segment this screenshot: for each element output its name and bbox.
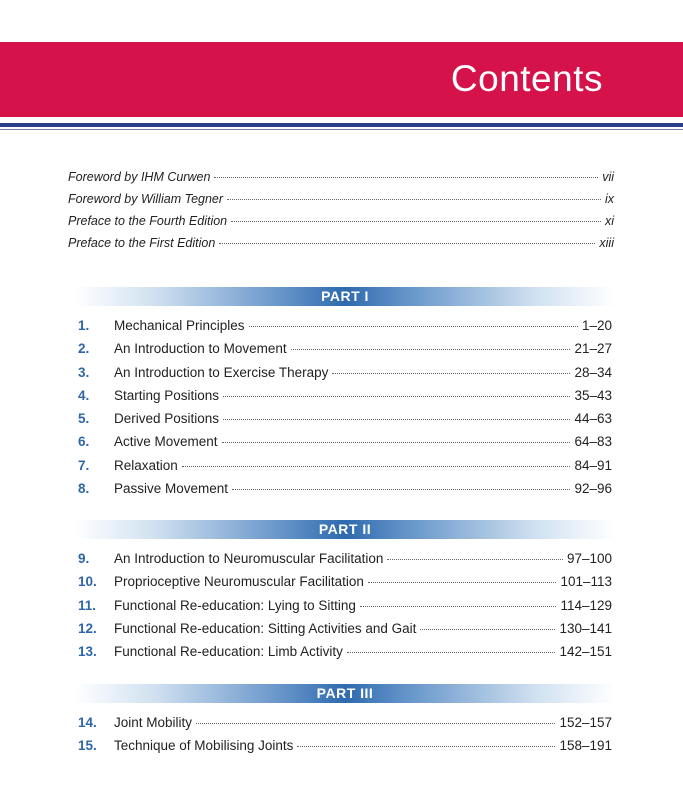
entry-title: Foreword by IHM Curwen [68, 170, 211, 184]
chapter-number: 6. [78, 434, 90, 450]
part-heading-bar [75, 520, 615, 539]
dot-leader [291, 349, 571, 350]
chapter-pages: 101–113 [560, 574, 612, 590]
chapter-number: 15. [78, 738, 97, 754]
chapter-entry[interactable] [78, 621, 612, 644]
dot-leader [219, 243, 595, 244]
chapter-entry[interactable] [78, 644, 612, 667]
part-heading: PART III [316, 685, 374, 701]
chapter-title: Proprioceptive Neuromuscular Facilitation [114, 574, 364, 590]
chapter-entry[interactable] [78, 551, 612, 574]
dot-leader [232, 489, 570, 490]
chapter-list [78, 551, 612, 667]
front-matter-entry[interactable] [68, 170, 614, 192]
entry-page: xiii [599, 236, 614, 250]
chapter-pages: 142–151 [559, 644, 612, 660]
front-matter-entry[interactable] [68, 236, 614, 258]
chapter-number: 8. [78, 481, 90, 497]
chapter-title: Active Movement [114, 434, 218, 450]
chapter-entry[interactable] [78, 715, 612, 738]
chapter-title: Relaxation [114, 457, 178, 473]
chapter-entry[interactable] [78, 481, 612, 504]
chapter-number: 1. [78, 318, 90, 333]
chapter-number: 9. [78, 551, 90, 566]
chapter-number: 13. [78, 644, 97, 660]
chapter-title: Functional Re-education: Sitting Activities and Gait [114, 620, 417, 636]
dot-leader [368, 582, 557, 583]
chapter-pages: 152–157 [559, 715, 612, 730]
chapter-list [78, 318, 612, 504]
dot-leader [360, 606, 557, 607]
chapter-entry[interactable] [78, 411, 612, 434]
part-heading: PART I [321, 288, 369, 304]
dot-leader [420, 629, 555, 630]
dot-leader [227, 199, 601, 200]
chapter-pages: 35–43 [574, 387, 612, 403]
header-rule-thin [0, 129, 683, 130]
chapter-title: Joint Mobility [114, 715, 193, 730]
dot-leader [387, 559, 563, 560]
part-heading-bar [75, 287, 615, 306]
dot-leader [182, 466, 571, 467]
dot-leader [297, 746, 555, 747]
chapter-pages: 114–129 [560, 597, 612, 613]
front-matter-entry[interactable] [68, 214, 614, 236]
entry-page: xi [604, 214, 614, 228]
chapter-number: 3. [78, 364, 90, 380]
chapter-title: Mechanical Principles [114, 318, 245, 333]
dot-leader [223, 396, 570, 397]
chapter-number: 12. [78, 620, 97, 636]
entry-page: ix [604, 192, 614, 206]
chapter-pages: 44–63 [574, 411, 612, 427]
page-title: Contents [450, 58, 603, 99]
chapter-number: 5. [78, 411, 90, 427]
header-rule [0, 123, 683, 127]
chapter-entry[interactable] [78, 365, 612, 388]
chapter-pages: 1–20 [581, 318, 612, 333]
chapter-entry[interactable] [78, 434, 612, 457]
chapter-title: Functional Re-education: Lying to Sitting [114, 597, 356, 613]
chapter-number: 14. [78, 715, 97, 730]
dot-leader [223, 419, 570, 420]
chapter-number: 11. [78, 597, 97, 613]
front-matter-entry[interactable] [68, 192, 614, 214]
dot-leader [332, 373, 570, 374]
dot-leader [249, 326, 578, 327]
chapter-number: 7. [78, 457, 90, 473]
chapter-pages: 28–34 [574, 364, 612, 380]
chapter-pages: 21–27 [574, 341, 612, 357]
part-heading-bar [75, 684, 615, 703]
chapter-title: Technique of Mobilising Joints [114, 738, 294, 754]
dot-leader [222, 442, 571, 443]
chapter-list [78, 715, 612, 762]
entry-title: Foreword by William Tegner [68, 192, 224, 206]
chapter-entry[interactable] [78, 598, 612, 621]
chapter-number: 10. [78, 574, 97, 590]
chapter-title: An Introduction to Exercise Therapy [114, 364, 329, 380]
entry-page: vii [602, 170, 614, 184]
chapter-entry[interactable] [78, 318, 612, 341]
chapter-pages: 97–100 [566, 551, 612, 566]
part-heading: PART II [318, 521, 372, 537]
dot-leader [231, 221, 601, 222]
chapter-title: An Introduction to Movement [114, 341, 287, 357]
chapter-title: An Introduction to Neuromuscular Facilitation [114, 551, 384, 566]
chapter-pages: 92–96 [574, 481, 612, 497]
chapter-entry[interactable] [78, 458, 612, 481]
dot-leader [347, 652, 556, 653]
chapter-entry[interactable] [78, 738, 612, 761]
chapter-pages: 158–191 [559, 738, 612, 754]
chapter-pages: 84–91 [574, 457, 612, 473]
dot-leader [196, 723, 555, 724]
chapter-pages: 130–141 [559, 620, 612, 636]
chapter-pages: 64–83 [574, 434, 612, 450]
dot-leader [214, 177, 598, 178]
chapter-entry[interactable] [78, 341, 612, 364]
entry-title: Preface to the First Edition [68, 236, 216, 250]
chapter-title: Functional Re-education: Limb Activity [114, 644, 343, 660]
front-matter-list [68, 170, 614, 258]
chapter-number: 4. [78, 387, 90, 403]
chapter-title: Passive Movement [114, 481, 229, 497]
entry-title: Preface to the Fourth Edition [68, 214, 228, 228]
chapter-entry[interactable] [78, 388, 612, 411]
chapter-title: Starting Positions [114, 387, 220, 403]
chapter-number: 2. [78, 341, 90, 357]
chapter-entry[interactable] [78, 574, 612, 597]
chapter-title: Derived Positions [114, 411, 220, 427]
